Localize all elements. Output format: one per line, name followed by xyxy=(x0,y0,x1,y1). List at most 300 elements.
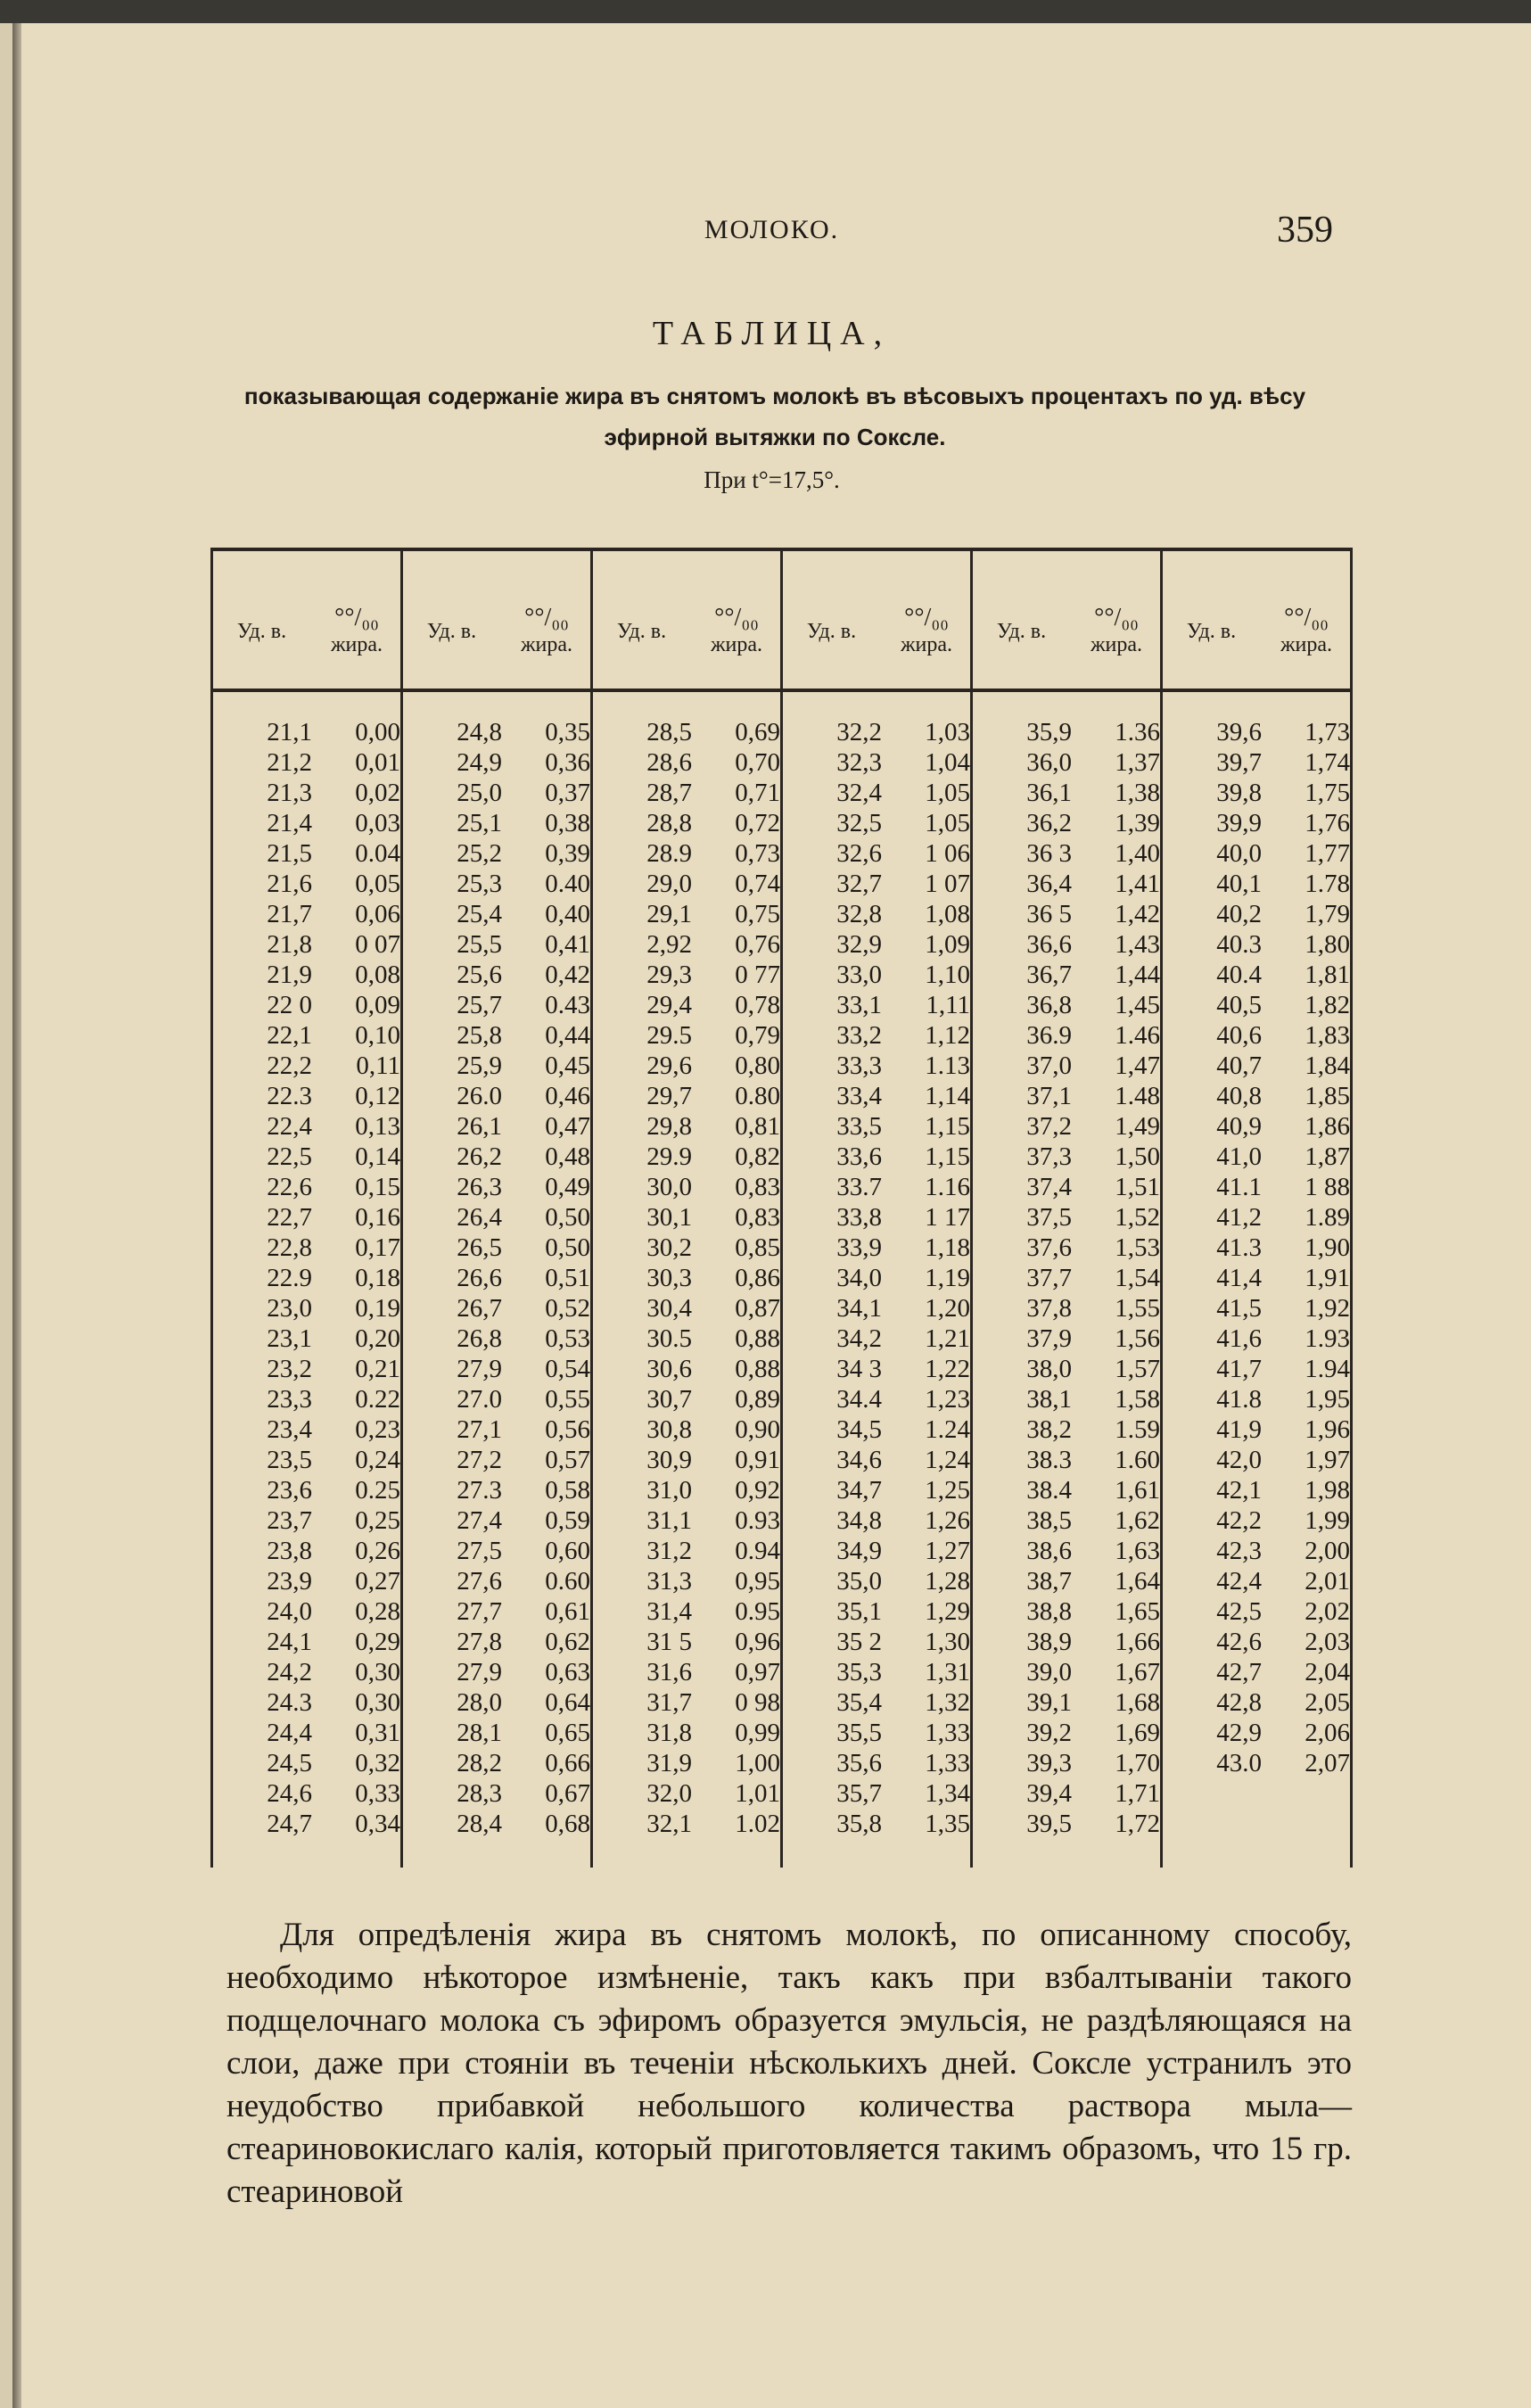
specific-gravity-cell: 39,1 xyxy=(1026,1688,1072,1717)
specific-gravity-cell: 31,2 xyxy=(646,1537,692,1565)
fat-percent-cell: 1,85 xyxy=(1305,1082,1350,1110)
table-row xyxy=(210,960,400,990)
fat-percent-cell: 0,81 xyxy=(735,1112,780,1141)
table-row xyxy=(780,1505,970,1536)
temperature-note: При t°=17,5°. xyxy=(704,466,840,493)
table-row xyxy=(1160,929,1350,960)
fat-percent-cell: 1,68 xyxy=(1115,1688,1160,1717)
specific-gravity-cell: 26,7 xyxy=(457,1294,502,1323)
specific-gravity-cell: 25,9 xyxy=(457,1051,502,1080)
specific-gravity-cell: 42,9 xyxy=(1216,1719,1262,1747)
table-row xyxy=(210,1536,400,1566)
table-row xyxy=(970,1293,1160,1324)
specific-gravity-cell: 31,4 xyxy=(646,1597,692,1626)
table-row xyxy=(780,1445,970,1475)
specific-gravity-cell: 42,2 xyxy=(1216,1506,1262,1535)
specific-gravity-cell: 32,9 xyxy=(836,930,882,959)
table-row xyxy=(590,1505,780,1536)
fat-header-label xyxy=(1263,605,1350,658)
table-row xyxy=(970,1718,1160,1748)
fat-percent-cell: 0,32 xyxy=(355,1749,400,1777)
table-row xyxy=(210,1142,400,1172)
specific-gravity-cell: 26.0 xyxy=(457,1082,502,1110)
sg-header-label: Уд. в. xyxy=(616,619,667,643)
specific-gravity-cell: 21,4 xyxy=(267,809,312,837)
table-row xyxy=(970,1263,1160,1293)
fat-percent-cell: 1,20 xyxy=(925,1294,970,1323)
table-column-header xyxy=(970,587,1160,676)
specific-gravity-cell: 24,0 xyxy=(267,1597,312,1626)
specific-gravity-cell: 36,7 xyxy=(1026,961,1072,989)
fat-percent-cell: 0,83 xyxy=(735,1203,780,1232)
table-row xyxy=(590,1748,780,1778)
fat-percent-cell: 1.16 xyxy=(925,1173,970,1201)
fat-percent-cell: 1,61 xyxy=(1115,1476,1160,1505)
table-row xyxy=(780,778,970,808)
table-row xyxy=(590,1051,780,1081)
specific-gravity-cell: 41,7 xyxy=(1216,1355,1262,1383)
table-row xyxy=(400,1202,590,1233)
fat-percent-cell: 2,05 xyxy=(1305,1688,1350,1717)
fat-percent-cell: 2,07 xyxy=(1305,1749,1350,1777)
fat-percent-cell: 0,30 xyxy=(355,1688,400,1717)
specific-gravity-cell: 31,3 xyxy=(646,1567,692,1596)
fat-percent-cell: 1,37 xyxy=(1115,748,1160,777)
fat-percent-cell: 1 06 xyxy=(925,839,970,868)
table-column-group xyxy=(1160,717,1350,1778)
fat-percent-cell: 1,25 xyxy=(925,1476,970,1505)
table-row xyxy=(1160,1687,1350,1718)
specific-gravity-cell: 23,3 xyxy=(267,1385,312,1414)
fat-header-symbol: °°/₀₀ xyxy=(1284,604,1329,631)
sg-header-label: Уд. в. xyxy=(1186,619,1237,643)
specific-gravity-cell: 27,7 xyxy=(457,1597,502,1626)
table-row xyxy=(590,1445,780,1475)
fat-header-word: жира. xyxy=(1090,633,1143,656)
fat-percent-cell: 2,01 xyxy=(1305,1567,1350,1596)
specific-gravity-cell: 26,6 xyxy=(457,1264,502,1292)
fat-percent-cell: 0,44 xyxy=(545,1021,590,1050)
table-row xyxy=(590,1233,780,1263)
fat-percent-cell: 0.60 xyxy=(545,1567,590,1596)
specific-gravity-cell: 32,6 xyxy=(836,839,882,868)
fat-percent-cell: 1,99 xyxy=(1305,1506,1350,1535)
table-row xyxy=(970,1627,1160,1657)
table-row xyxy=(210,1020,400,1051)
specific-gravity-cell: 21,6 xyxy=(267,870,312,898)
fat-percent-cell: 1,10 xyxy=(925,961,970,989)
table-subtitle: показывающая содержаніе жира въ снятомъ молокѣ въ вѣсовыхъ процентахъ по уд. вѣсу эфирной вытяжки по Соксле. xyxy=(243,383,1306,450)
table-row xyxy=(210,1748,400,1778)
fat-percent-cell: 0,97 xyxy=(735,1658,780,1686)
table-row xyxy=(1160,808,1350,838)
fat-percent-cell: 0,00 xyxy=(355,718,400,746)
table-row xyxy=(590,717,780,747)
specific-gravity-cell: 39,3 xyxy=(1026,1749,1072,1777)
table-row xyxy=(780,929,970,960)
specific-gravity-cell: 32,7 xyxy=(836,870,882,898)
specific-gravity-cell: 38,1 xyxy=(1026,1385,1072,1414)
fat-percent-cell: 1,56 xyxy=(1115,1324,1160,1353)
specific-gravity-cell: 21,5 xyxy=(267,839,312,868)
specific-gravity-cell: 33,6 xyxy=(836,1142,882,1171)
specific-gravity-cell: 38.3 xyxy=(1026,1446,1072,1474)
table-row xyxy=(1160,1142,1350,1172)
specific-gravity-cell: 42,7 xyxy=(1216,1658,1262,1686)
specific-gravity-cell: 33,2 xyxy=(836,1021,882,1050)
specific-gravity-cell: 34,9 xyxy=(836,1537,882,1565)
fat-header-word: жира. xyxy=(710,633,763,656)
specific-gravity-cell: 37,4 xyxy=(1026,1173,1072,1201)
table-row xyxy=(970,899,1160,929)
fat-percent-cell: 1,28 xyxy=(925,1567,970,1596)
table-row xyxy=(970,929,1160,960)
table-row xyxy=(1160,1172,1350,1202)
table-row xyxy=(210,899,400,929)
fat-percent-cell: 0,20 xyxy=(355,1324,400,1353)
specific-gravity-cell: 27.3 xyxy=(457,1476,502,1505)
fat-percent-cell: 1,05 xyxy=(925,809,970,837)
fat-percent-cell: 0,10 xyxy=(355,1021,400,1050)
table-row xyxy=(400,717,590,747)
table-row xyxy=(590,808,780,838)
fat-percent-cell: 2,02 xyxy=(1305,1597,1350,1626)
table-row xyxy=(590,929,780,960)
fat-percent-cell: 1,64 xyxy=(1115,1567,1160,1596)
specific-gravity-cell: 41,6 xyxy=(1216,1324,1262,1353)
table-row xyxy=(210,1051,400,1081)
fat-percent-cell: 0,71 xyxy=(735,779,780,807)
specific-gravity-cell: 42,1 xyxy=(1216,1476,1262,1505)
specific-gravity-cell: 23,1 xyxy=(267,1324,312,1353)
table-row xyxy=(780,1627,970,1657)
table-row xyxy=(590,1778,780,1809)
table-row xyxy=(590,747,780,778)
sg-header-label: Уд. в. xyxy=(806,619,857,643)
fat-percent-cell: 0,29 xyxy=(355,1628,400,1656)
fat-percent-cell: 0,80 xyxy=(735,1051,780,1080)
table-row xyxy=(400,1809,590,1839)
fat-percent-cell: 1,77 xyxy=(1305,839,1350,868)
fat-percent-cell: 0,46 xyxy=(545,1082,590,1110)
specific-gravity-cell: 26,3 xyxy=(457,1173,502,1201)
table-row xyxy=(1160,1202,1350,1233)
fat-percent-cell: 1,23 xyxy=(925,1385,970,1414)
table-row xyxy=(780,960,970,990)
specific-gravity-cell: 24.3 xyxy=(267,1688,312,1717)
table-row xyxy=(400,1748,590,1778)
fat-percent-cell: 1,29 xyxy=(925,1597,970,1626)
specific-gravity-cell: 35,9 xyxy=(1026,718,1072,746)
table-row xyxy=(780,990,970,1020)
table-row xyxy=(210,1081,400,1111)
fat-percent-cell: 0 98 xyxy=(735,1688,780,1717)
fat-percent-cell: 0,92 xyxy=(735,1476,780,1505)
table-row xyxy=(780,1354,970,1384)
fat-percent-cell: 2,00 xyxy=(1305,1537,1350,1565)
fat-percent-cell: 0,19 xyxy=(355,1294,400,1323)
fat-header-label xyxy=(1073,605,1160,658)
table-row xyxy=(780,1687,970,1718)
table-row xyxy=(970,1748,1160,1778)
table-row xyxy=(970,1324,1160,1354)
table-row xyxy=(590,1475,780,1505)
specific-gravity-cell: 31 5 xyxy=(646,1628,692,1656)
specific-gravity-cell: 38,9 xyxy=(1026,1628,1072,1656)
specific-gravity-cell: 37,2 xyxy=(1026,1112,1072,1141)
table-row xyxy=(780,1718,970,1748)
table-row xyxy=(1160,1536,1350,1566)
table-row xyxy=(590,1384,780,1414)
fat-percent-cell: 1,03 xyxy=(925,718,970,746)
specific-gravity-cell: 40.3 xyxy=(1216,930,1262,959)
fat-percent-cell: 2,06 xyxy=(1305,1719,1350,1747)
fat-header-label xyxy=(503,605,590,658)
fat-header-symbol: °°/₀₀ xyxy=(1094,604,1139,631)
table-row xyxy=(210,778,400,808)
specific-gravity-cell: 40,8 xyxy=(1216,1082,1262,1110)
specific-gravity-cell: 22 0 xyxy=(267,991,312,1019)
specific-gravity-cell: 25,3 xyxy=(457,870,502,898)
table-row xyxy=(210,990,400,1020)
specific-gravity-cell: 30.5 xyxy=(646,1324,692,1353)
specific-gravity-cell: 22,5 xyxy=(267,1142,312,1171)
fat-percent-cell: 1,96 xyxy=(1305,1415,1350,1444)
table-row xyxy=(970,778,1160,808)
specific-gravity-cell: 40,2 xyxy=(1216,900,1262,928)
fat-header-symbol: °°/₀₀ xyxy=(524,604,569,631)
fat-percent-cell: 1.93 xyxy=(1305,1324,1350,1353)
fat-percent-cell: 1,66 xyxy=(1115,1628,1160,1656)
fat-percent-cell: 0,95 xyxy=(735,1567,780,1596)
specific-gravity-cell: 35,1 xyxy=(836,1597,882,1626)
specific-gravity-cell: 41,4 xyxy=(1216,1264,1262,1292)
table-row xyxy=(590,1354,780,1384)
table-row xyxy=(1160,838,1350,869)
specific-gravity-cell: 31,6 xyxy=(646,1658,692,1686)
fat-percent-cell: 1,87 xyxy=(1305,1142,1350,1171)
fat-percent-cell: 0,18 xyxy=(355,1264,400,1292)
specific-gravity-cell: 30,7 xyxy=(646,1385,692,1414)
fat-percent-cell: 0,21 xyxy=(355,1355,400,1383)
table-row xyxy=(780,1475,970,1505)
fat-percent-cell: 1,47 xyxy=(1115,1051,1160,1080)
specific-gravity-cell: 40,1 xyxy=(1216,870,1262,898)
table-row xyxy=(1160,1566,1350,1596)
body-paragraph: Для опредѣленія жира въ снятомъ молокѣ, по описанному способу, необходимо нѣкоторое измѣненіе, такъ какъ при взбалтываніи такого подщелочнаго молока съ эфиромъ образуется эмульсія, не раздѣляющаяся на слои, даже при стояніи въ теченіи нѣсколькихъ дней. Соксле устранилъ это неудобство прибавкой небольшого количества раствора мыла—стеариновокислаго калія, который приготовляется такимъ образомъ, что 15 гр. стеариновой xyxy=(226,1917,1352,2210)
specific-gravity-cell: 22.9 xyxy=(267,1264,312,1292)
fat-percent-cell: 0,56 xyxy=(545,1415,590,1444)
table-row xyxy=(210,1414,400,1445)
specific-gravity-cell: 30,2 xyxy=(646,1233,692,1262)
table-row xyxy=(400,778,590,808)
fat-percent-cell: 0,51 xyxy=(545,1264,590,1292)
specific-gravity-cell: 29.5 xyxy=(646,1021,692,1050)
specific-gravity-cell: 36,1 xyxy=(1026,779,1072,807)
table-row xyxy=(400,1172,590,1202)
specific-gravity-cell: 36,4 xyxy=(1026,870,1072,898)
fat-percent-cell: 0,35 xyxy=(545,718,590,746)
specific-gravity-cell: 35,0 xyxy=(836,1567,882,1596)
table-row xyxy=(1160,1475,1350,1505)
specific-gravity-cell: 30,6 xyxy=(646,1355,692,1383)
specific-gravity-cell: 42,4 xyxy=(1216,1567,1262,1596)
table-row xyxy=(400,960,590,990)
fat-percent-cell: 1,19 xyxy=(925,1264,970,1292)
table-row xyxy=(590,1657,780,1687)
table-row xyxy=(780,717,970,747)
fat-percent-cell: 1,67 xyxy=(1115,1658,1160,1686)
table-row xyxy=(780,1324,970,1354)
fat-percent-cell: 0,01 xyxy=(355,748,400,777)
fat-percent-cell: 0,14 xyxy=(355,1142,400,1171)
table-row xyxy=(210,1778,400,1809)
fat-percent-cell: 0.93 xyxy=(735,1506,780,1535)
fat-percent-cell: 1,15 xyxy=(925,1112,970,1141)
fat-percent-cell: 0,55 xyxy=(545,1385,590,1414)
table-row xyxy=(590,1202,780,1233)
specific-gravity-cell: 32,8 xyxy=(836,900,882,928)
fat-percent-cell: 1,65 xyxy=(1115,1597,1160,1626)
specific-gravity-cell: 27,9 xyxy=(457,1658,502,1686)
fat-percent-cell: 0,12 xyxy=(355,1082,400,1110)
table-row xyxy=(1160,1081,1350,1111)
table-row xyxy=(590,1627,780,1657)
fat-percent-cell: 0 07 xyxy=(355,930,400,959)
specific-gravity-cell: 24,1 xyxy=(267,1628,312,1656)
specific-gravity-cell: 22,6 xyxy=(267,1173,312,1201)
table-row xyxy=(780,1081,970,1111)
table-row xyxy=(400,869,590,899)
fat-percent-cell: 0,47 xyxy=(545,1112,590,1141)
specific-gravity-cell: 35,8 xyxy=(836,1810,882,1838)
specific-gravity-cell: 23,8 xyxy=(267,1537,312,1565)
table-row xyxy=(1160,869,1350,899)
table-row xyxy=(210,929,400,960)
fat-percent-cell: 0,45 xyxy=(545,1051,590,1080)
fat-percent-cell: 1 07 xyxy=(925,870,970,898)
fat-percent-cell: 0,25 xyxy=(355,1506,400,1535)
specific-gravity-cell: 35,4 xyxy=(836,1688,882,1717)
table-column-group xyxy=(590,717,780,1839)
table-row xyxy=(400,1475,590,1505)
fat-percent-cell: 0,52 xyxy=(545,1294,590,1323)
table-row xyxy=(210,1202,400,1233)
fat-percent-cell: 1,33 xyxy=(925,1719,970,1747)
specific-gravity-cell: 24,9 xyxy=(457,748,502,777)
table-row xyxy=(1160,1354,1350,1384)
specific-gravity-cell: 29.9 xyxy=(646,1142,692,1171)
table-row xyxy=(970,990,1160,1020)
fat-percent-cell: 1,40 xyxy=(1115,839,1160,868)
fat-percent-cell: 0,58 xyxy=(545,1476,590,1505)
table-row xyxy=(1160,1384,1350,1414)
specific-gravity-cell: 31,9 xyxy=(646,1749,692,1777)
fat-percent-cell: 1.13 xyxy=(925,1051,970,1080)
fat-percent-cell: 0,53 xyxy=(545,1324,590,1353)
fat-header-label xyxy=(693,605,780,658)
table-row xyxy=(210,1505,400,1536)
fat-percent-cell: 1,81 xyxy=(1305,961,1350,989)
table-row xyxy=(970,1596,1160,1627)
fat-percent-cell: 1,90 xyxy=(1305,1233,1350,1262)
table-row xyxy=(1160,990,1350,1020)
fat-percent-cell: 0,31 xyxy=(355,1719,400,1747)
specific-gravity-cell: 39,2 xyxy=(1026,1719,1072,1747)
specific-gravity-cell: 28,2 xyxy=(457,1749,502,1777)
specific-gravity-cell: 41.8 xyxy=(1216,1385,1262,1414)
specific-gravity-cell: 30,0 xyxy=(646,1173,692,1201)
table-row xyxy=(780,1233,970,1263)
specific-gravity-cell: 38.4 xyxy=(1026,1476,1072,1505)
fat-percent-cell: 1,58 xyxy=(1115,1385,1160,1414)
table-column-divider xyxy=(1350,548,1353,1868)
running-title: МОЛОКО. xyxy=(704,215,840,244)
page-spine-shadow xyxy=(12,23,21,2408)
fat-percent-cell: 1,42 xyxy=(1115,900,1160,928)
specific-gravity-cell: 25,2 xyxy=(457,839,502,868)
fat-percent-cell: 0,40 xyxy=(545,900,590,928)
specific-gravity-cell: 36.9 xyxy=(1026,1021,1072,1050)
specific-gravity-cell: 40,9 xyxy=(1216,1112,1262,1141)
table-row xyxy=(590,1293,780,1324)
fat-percent-cell: 1,76 xyxy=(1305,809,1350,837)
table-row xyxy=(590,1566,780,1596)
scan-top-edge xyxy=(0,0,1531,23)
table-row xyxy=(590,1718,780,1748)
fat-percent-cell: 1,32 xyxy=(925,1688,970,1717)
specific-gravity-cell: 37,5 xyxy=(1026,1203,1072,1232)
specific-gravity-cell: 23,9 xyxy=(267,1567,312,1596)
fat-header-word: жира. xyxy=(330,633,383,656)
fat-percent-cell: 0,88 xyxy=(735,1324,780,1353)
fat-percent-cell: 1.02 xyxy=(735,1810,780,1838)
specific-gravity-cell: 38,7 xyxy=(1026,1567,1072,1596)
fat-percent-cell: 0,72 xyxy=(735,809,780,837)
specific-gravity-cell: 27,2 xyxy=(457,1446,502,1474)
specific-gravity-cell: 37,1 xyxy=(1026,1082,1072,1110)
table-row xyxy=(400,990,590,1020)
table-row xyxy=(970,1445,1160,1475)
table-row xyxy=(210,1233,400,1263)
specific-gravity-cell: 36,8 xyxy=(1026,991,1072,1019)
specific-gravity-cell: 35,3 xyxy=(836,1658,882,1686)
table-row xyxy=(970,1657,1160,1687)
specific-gravity-cell: 34,8 xyxy=(836,1506,882,1535)
fat-percent-cell: 1,01 xyxy=(735,1779,780,1808)
table-column-group xyxy=(400,717,590,1839)
fat-percent-cell: 1.59 xyxy=(1115,1415,1160,1444)
table-row xyxy=(780,1051,970,1081)
fat-percent-cell: 1,97 xyxy=(1305,1446,1350,1474)
table-row xyxy=(590,1809,780,1839)
fat-percent-cell: 1,43 xyxy=(1115,930,1160,959)
fat-percent-cell: 0 77 xyxy=(735,961,780,989)
table-row xyxy=(590,1172,780,1202)
fat-percent-cell: 0,24 xyxy=(355,1446,400,1474)
table-row xyxy=(780,1778,970,1809)
specific-gravity-cell: 30,9 xyxy=(646,1446,692,1474)
table-row xyxy=(590,1020,780,1051)
fat-percent-cell: 0.43 xyxy=(545,991,590,1019)
table-row xyxy=(780,1111,970,1142)
fat-percent-cell: 1,11 xyxy=(926,991,970,1019)
fat-percent-cell: 0,99 xyxy=(735,1719,780,1747)
table-row xyxy=(210,1172,400,1202)
specific-gravity-cell: 39,5 xyxy=(1026,1810,1072,1838)
fat-percent-cell: 1,79 xyxy=(1305,900,1350,928)
table-row xyxy=(970,1202,1160,1233)
